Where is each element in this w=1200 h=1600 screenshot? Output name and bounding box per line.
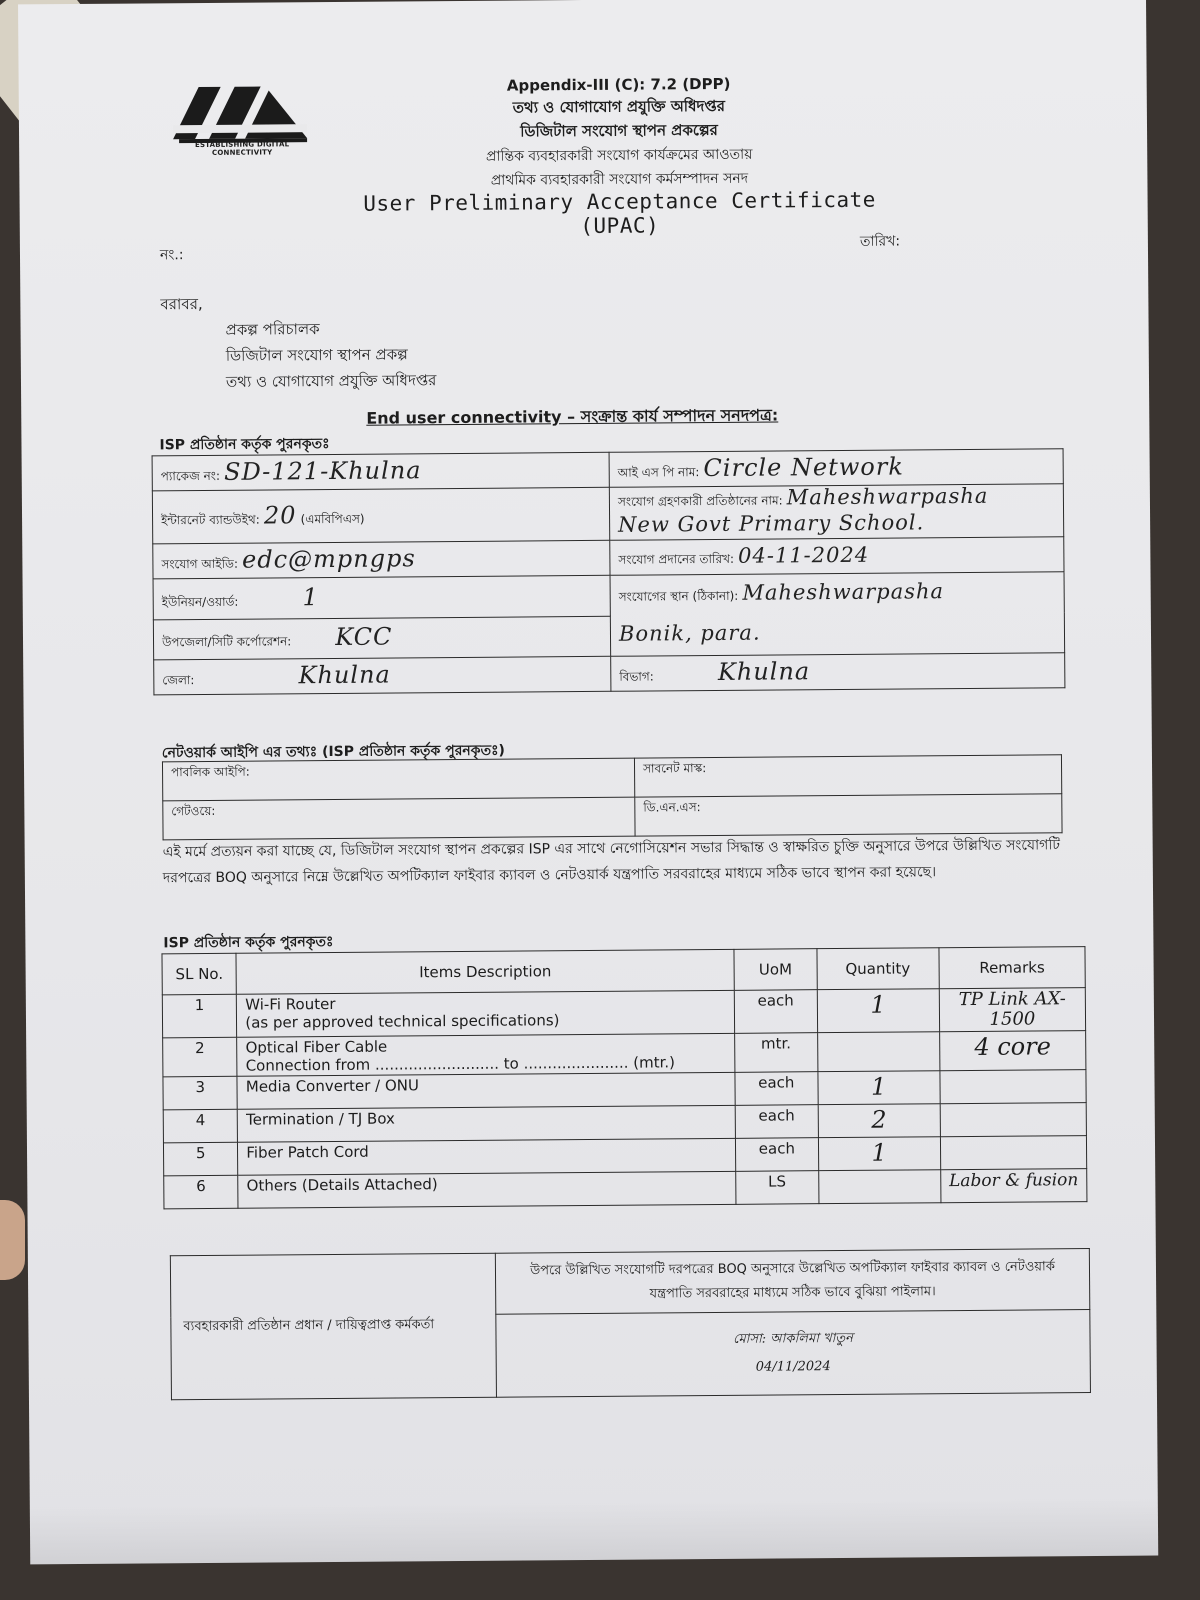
row-description-line-1: Optical Fiber Cable <box>245 1037 388 1057</box>
page-shadow <box>30 1496 1158 1565</box>
reference-number-label: নং.: <box>159 247 184 264</box>
connection-date-value: 04-11-2024 <box>737 542 870 568</box>
row-description: Termination / TJ Box <box>238 1105 736 1142</box>
row-sl: 3 <box>163 1076 238 1110</box>
appendix-line: Appendix-III (C): 7.2 (DPP) <box>506 74 731 95</box>
address-to: বরাবর, <box>160 294 203 314</box>
package-value: SD-121-Khulna <box>223 456 422 486</box>
row-description-line-2: (as per approved technical specifications) <box>245 1011 560 1032</box>
project-name: ডিজিটাল সংযোগ স্থাপন প্রকল্পের <box>520 120 718 141</box>
logo-tagline: ESTABLISHING DIGITAL CONNECTIVITY <box>194 140 290 157</box>
subnet-cell: সাবনেট মাস্ক: <box>634 755 1061 797</box>
date-label: তারিখ: <box>859 233 901 250</box>
signature-date: 04/11/2024 <box>755 1359 831 1375</box>
row-remarks: 4 core <box>939 1031 1086 1071</box>
items-table <box>161 946 1087 1209</box>
row-remarks <box>940 1070 1086 1104</box>
location-label: সংযোগের স্থান (ঠিকানা): <box>618 588 739 604</box>
row-description-line-1: Wi-Fi Router <box>245 994 336 1014</box>
address-line-3: তথ্য ও যোগাযোগ প্রযুক্তি অধিদপ্তর <box>225 371 437 391</box>
district-label: জেলা: <box>162 673 195 688</box>
row-sl: 2 <box>163 1037 238 1077</box>
upazila-value: KCC <box>335 622 393 652</box>
package-label: প্যাকেজ নং: <box>160 468 221 484</box>
table-row <box>152 484 1063 544</box>
org-value-1: Maheshwarpasha <box>786 483 989 510</box>
address-line-1: প্রকল্প পরিচালক <box>225 320 320 339</box>
public-ip-cell: পাবলিক আইপি: <box>162 758 634 801</box>
isp-filled-label-2: ISP প্রতিষ্ঠান কর্তৃক পুরনকৃতঃ <box>163 933 334 952</box>
org-label: সংযোগ গ্রহণকারী প্রতিষ্ঠানের নাম: <box>617 493 783 509</box>
table-header-row <box>162 947 1085 995</box>
section-title: End user connectivity – সংক্রান্ত কার্য সম্পাদন সনদপত্র: <box>366 405 779 428</box>
table-row <box>153 572 1064 620</box>
certificate-page <box>18 0 1158 1564</box>
network-info-table <box>162 754 1063 840</box>
division-label: বিভাগ: <box>619 669 654 684</box>
bandwidth-label: ইন্টারনেট ব্যান্ডউইথ: <box>161 512 260 528</box>
col-quantity: Quantity <box>817 948 940 990</box>
col-sl: SL No. <box>162 953 237 995</box>
isp-name-label: আই এস পি নাম: <box>617 465 700 480</box>
bandwidth-unit: (এমবিপিএস) <box>300 511 365 527</box>
location-value-2: Bonik, para. <box>618 620 761 646</box>
connection-date-label: সংযোগ প্রদানের তারিখ: <box>618 551 735 567</box>
connection-date-cell <box>610 537 1064 576</box>
union-label: ইউনিয়ন/ওয়ার্ড: <box>161 594 239 610</box>
row-sl: 4 <box>163 1109 238 1143</box>
row-uom: each <box>735 1138 818 1172</box>
upazila-cell <box>153 616 610 660</box>
row-quantity: 1 <box>818 1137 940 1171</box>
table-row <box>170 1249 1089 1317</box>
org-value-2: New Govt Primary School. <box>618 510 925 537</box>
row-description: Fiber Patch Cord <box>238 1138 736 1175</box>
row-description-line-2: Connection from .......................... to ...................... (mtr.) <box>245 1053 676 1075</box>
connection-info-table <box>152 448 1066 695</box>
location-cell <box>610 572 1065 657</box>
org-cell <box>609 484 1063 541</box>
row-uom: each <box>734 990 817 1034</box>
acceptance-note: উপরে উল্লিখিত সংযোগটি দরপত্রের BOQ অনুসারে উল্লেখিত অপটিক্যাল ফাইবার ক্যাবল ও নেটওয়ার্ক যন্ত্রপাতি সরবরাহের মাধ্যমে সঠিক ভাবে বুঝিয়া পাইলাম। <box>495 1249 1089 1315</box>
thumb <box>0 1200 25 1280</box>
gateway-cell: গেটওয়ে: <box>163 797 635 840</box>
division-value: Khulna <box>717 657 811 686</box>
page-title: User Preliminary Acceptance Certificate (UPAC) <box>363 187 876 239</box>
connection-id-cell <box>153 540 610 579</box>
signature-cell <box>496 1310 1091 1398</box>
row-sl: 1 <box>162 994 237 1038</box>
upazila-label: উপজেলা/সিটি কর্পোরেশন: <box>161 634 292 650</box>
table-row <box>162 988 1085 1038</box>
row-quantity: 1 <box>818 1071 940 1105</box>
row-remarks: TP Link AX-1500 <box>939 988 1086 1032</box>
signatory-name: মোসা: আকলিমা খাতুন <box>733 1330 853 1347</box>
row-remarks <box>940 1103 1086 1137</box>
program-line: প্রান্তিক ব্যবহারকারী সংযোগ কার্যক্রমের আওতায় <box>485 146 753 165</box>
row-description: Media Converter / ONU <box>237 1072 735 1109</box>
row-uom: LS <box>736 1171 819 1205</box>
department-name: তথ্য ও যোগাযোগ প্রযুক্তি অধিদপ্তর <box>512 96 726 117</box>
row-sl: 6 <box>164 1175 239 1209</box>
row-quantity: 2 <box>818 1104 940 1138</box>
certificate-bn-title: প্রাথমিক ব্যবহারকারী সংযোগ কর্মসম্পাদন সনদ <box>490 170 749 189</box>
table-row <box>164 1169 1087 1209</box>
package-cell <box>152 452 609 491</box>
col-remarks: Remarks <box>939 947 1086 989</box>
declaration-text: এই মর্মে প্রত্যয়ন করা যাচ্ছে যে, ডিজিটাল সংযোগ স্থাপন প্রকল্পের ISP এর সাথে নেগোসিয়েশন সভার সিদ্ধান্ত ও স্বাক্ষরিত চুক্তি অনুসারে উপরে উল্লিখিত সংযোগটি দরপত্রের BOQ অনুসারে নিম্নে উল্লেখিত অপটিক্যাল ফাইবার ক্যাবল ও নেটওয়ার্ক যন্ত্রপাতি সরবরাহের মাধ্যমে সঠিক ভাবে স্থাপন করা হয়েছে। <box>162 837 1061 887</box>
col-description: Items Description <box>236 949 734 994</box>
dns-cell: ডি.এন.এস: <box>635 794 1062 836</box>
district-value: Khulna <box>298 660 391 690</box>
col-uom: UoM <box>734 949 817 991</box>
row-quantity <box>817 1032 940 1072</box>
isp-filled-label: ISP প্রতিষ্ঠান কর্তৃক পুরনকৃতঃ <box>159 435 330 454</box>
row-uom: each <box>735 1072 818 1106</box>
union-cell <box>153 575 610 619</box>
table-row <box>154 653 1065 695</box>
row-remarks <box>940 1136 1086 1170</box>
row-remarks: Labor & fusion <box>940 1169 1086 1203</box>
row-quantity: 1 <box>817 989 940 1033</box>
connection-id-value: edc@mpngps <box>241 544 416 574</box>
signatory-label: ব্যবহারকারী প্রতিষ্ঠান প্রধান / দায়িত্বপ্রাপ্ত কর্মকর্তা <box>170 1253 496 1400</box>
row-sl: 5 <box>163 1142 238 1176</box>
union-value: 1 <box>302 582 319 611</box>
district-cell <box>154 656 611 695</box>
address-line-2: ডিজিটাল সংযোগ স্থাপন প্রকল্প <box>225 345 408 365</box>
bandwidth-value: 20 <box>263 501 297 530</box>
row-quantity <box>818 1170 940 1204</box>
bandwidth-cell <box>152 487 609 544</box>
isp-name-value: Circle Network <box>703 452 904 483</box>
connection-id-label: সংযোগ আইডি: <box>161 556 239 572</box>
row-description: Others (Details Attached) <box>238 1171 736 1208</box>
division-cell <box>611 653 1065 692</box>
row-description <box>237 1033 735 1076</box>
row-uom: each <box>735 1105 818 1139</box>
isp-name-cell <box>609 449 1063 488</box>
location-value-1: Maheshwarpasha <box>742 579 945 605</box>
signature-table <box>170 1248 1091 1400</box>
row-uom: mtr. <box>735 1033 818 1073</box>
row-description <box>237 990 735 1037</box>
network-info-title: নেটওয়ার্ক আইপি এর তথ্যঃ (ISP প্রতিষ্ঠান কর্তৃক পুরনকৃতঃ) <box>161 742 505 762</box>
